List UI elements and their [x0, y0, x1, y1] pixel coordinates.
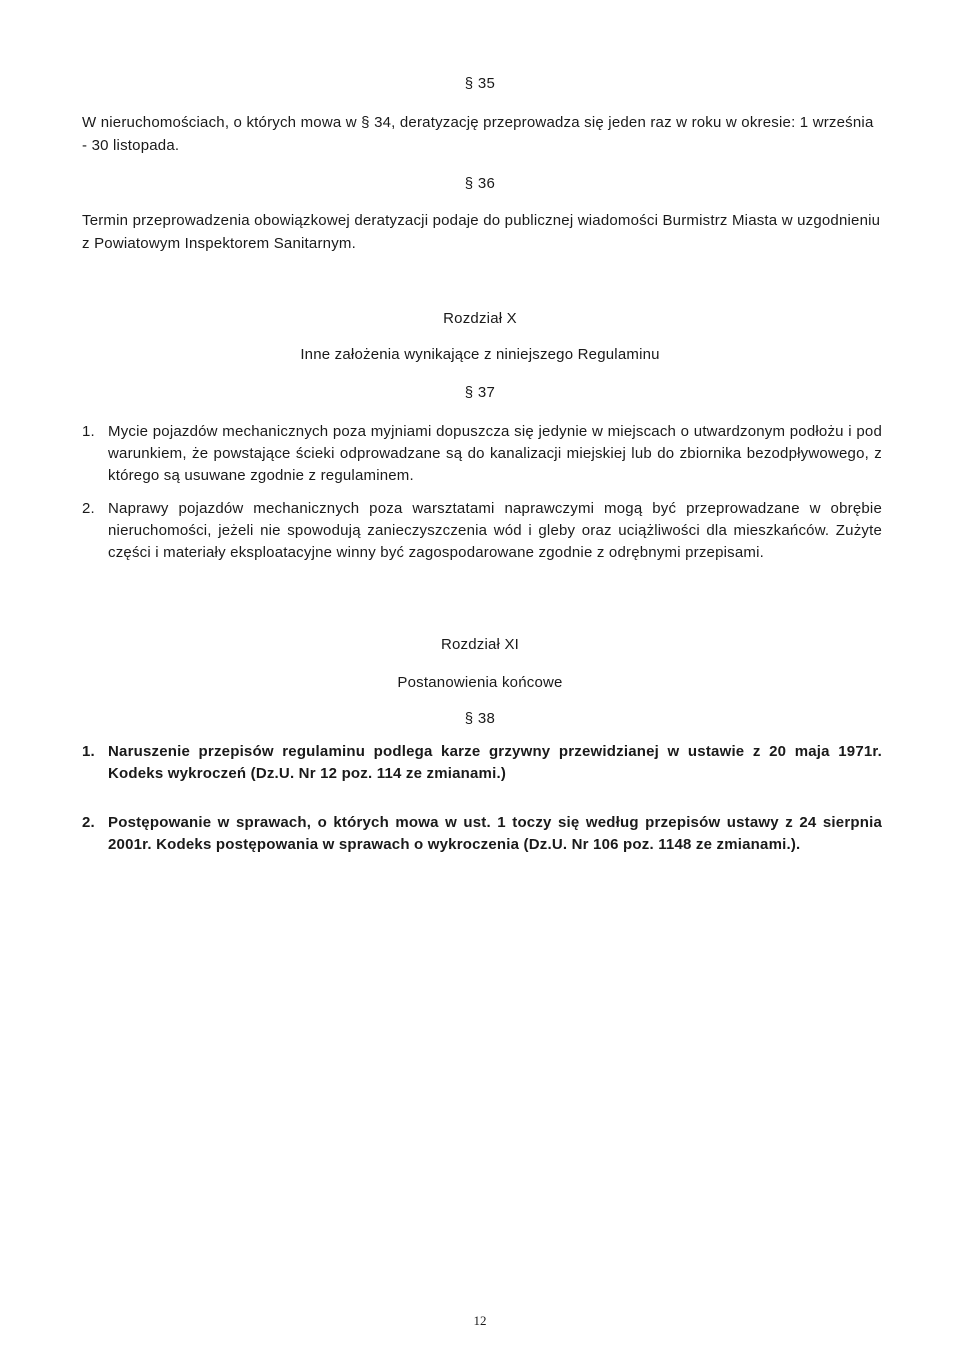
section-35-text: W nieruchomościach, o których mowa w § 34, deratyzację przeprowadza się jeden raz w roku w okresie: 1 września - 30 listopada.	[82, 114, 874, 154]
item-number: 2.	[82, 814, 95, 831]
item-text: Naruszenie przepisów regulaminu podlega karze grzywny przewidzianej w ustawie z 20 maja 1971r. Kodeks wykroczeń (Dz.U. Nr 12 poz. 114 ze zmianami.)	[108, 743, 882, 782]
chapter-11-title: Rozdział XI	[440, 636, 520, 653]
item-number: 1.	[82, 423, 95, 440]
page-number: 12	[473, 1313, 487, 1328]
section-38-heading: § 38	[464, 710, 496, 727]
item-text: Naprawy pojazdów mechanicznych poza warsztatami naprawczymi mogą być przeprowadzane w obrębie nieruchomości, jeżeli nie spowodują zanieczyszczenia wód i gleby oraz uciążliwości dla mieszkańców. Zużyte części i materiały eksploatacyjne winny być zagospodarowane zgodnie z odrębnymi przepisami.	[108, 500, 882, 561]
item-text: Mycie pojazdów mechanicznych poza myjniami dopuszcza się jedynie w miejscach o utwardzonym podłożu i pod warunkiem, że powstające ścieki odprowadzane są do kanalizacji miejskiej lub do zbiornika bezodpływowego, z którego są usuwane zgodnie z regulaminem.	[108, 423, 882, 484]
chapter-10-title: Rozdział X	[443, 310, 517, 327]
chapter-11-subtitle: Postanowienia końcowe	[397, 674, 563, 691]
item-text: Postępowanie w sprawach, o których mowa w ust. 1 toczy się według przepisów ustawy z 24 sierpnia 2001r. Kodeks postępowania w sprawach o wykroczenia (Dz.U. Nr 106 poz. 1148 ze zmianami.).	[108, 814, 882, 853]
section-37-item-1	[82, 421, 882, 487]
section-38-item-2	[82, 812, 882, 856]
item-number: 1.	[82, 743, 95, 760]
section-37-item-2	[82, 498, 882, 564]
section-36-heading: § 36	[464, 175, 496, 192]
item-number: 2.	[82, 500, 95, 517]
section-37-heading: § 37	[464, 384, 496, 401]
section-36-text: Termin przeprowadzenia obowiązkowej deratyzacji podaje do publicznej wiadomości Burmistrz Miasta w uzgodnieniu z Powiatowym Inspektorem Sanitarnym.	[82, 212, 881, 252]
section-38-item-1	[82, 741, 882, 785]
chapter-10-subtitle: Inne założenia wynikające z niniejszego Regulaminu	[300, 346, 660, 363]
section-35-heading: § 35	[464, 75, 496, 92]
